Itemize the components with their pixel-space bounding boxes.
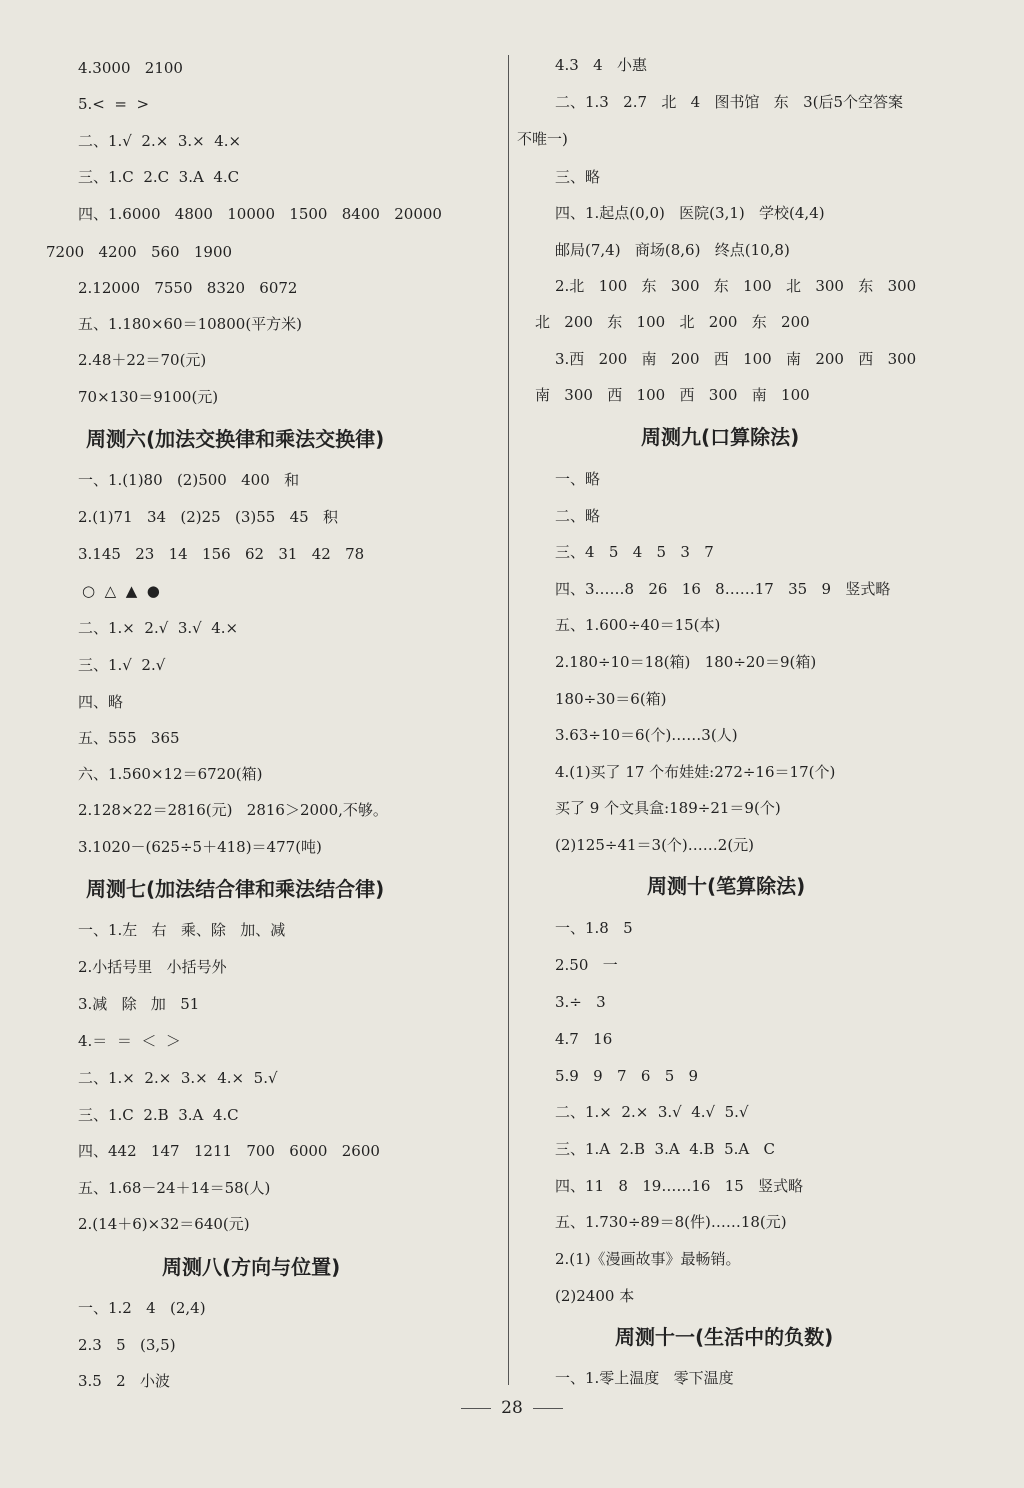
answer-line: 2.(1)71 34 (2)25 (3)55 45 积 [78, 508, 339, 526]
answer-line: 4.3 4 小惠 [555, 56, 648, 74]
answer-line: 买了 9 个文具盒:189÷21＝9(个) [555, 799, 781, 817]
answer-line: 五、555 365 [78, 729, 180, 747]
answer-line: 4.3000 2100 [78, 59, 183, 77]
answer-line: 四、略 [78, 693, 124, 711]
answer-line: 4.＝ ＝ ＜ ＞ [78, 1032, 181, 1050]
answer-line: 一、略 [555, 470, 601, 488]
answer-line: 2.12000 7550 8320 6072 [78, 279, 298, 297]
answer-line: 三、1.A 2.B 3.A 4.B 5.A C [555, 1140, 776, 1158]
answer-line: 2.3 5 (3,5) [78, 1336, 176, 1354]
answer-line: 三、1.√ 2.√ [78, 656, 166, 674]
answer-line: 3.63÷10＝6(个)……3(人) [555, 726, 738, 744]
section-heading: 周测七(加法结合律和乘法结合律) [86, 877, 385, 901]
column-divider [508, 55, 509, 1385]
answer-line: 3.÷ 3 [555, 993, 606, 1011]
answer-line: 2.北 100 东 300 东 100 北 300 东 300 [555, 277, 917, 295]
answer-line: 五、1.600÷40＝15(本) [555, 616, 721, 634]
section-heading: 周测八(方向与位置) [162, 1255, 341, 1279]
answer-line: 2.(1)《漫画故事》最畅销。 [555, 1250, 741, 1268]
answer-line: 2.50 一 [555, 956, 618, 974]
answer-line: 一、1.零上温度 零下温度 [555, 1369, 734, 1387]
answer-line: 四、1.6000 4800 10000 1500 8400 20000 [78, 205, 442, 223]
page-number-footer [0, 1396, 1024, 1420]
page-number: 28 [501, 1398, 523, 1418]
section-heading: 周测十(笔算除法) [647, 874, 806, 898]
answer-line: (2)2400 本 [555, 1287, 635, 1305]
answer-line: 4.7 16 [555, 1030, 613, 1048]
answer-line: 四、1.起点(0,0) 医院(3,1) 学校(4,4) [555, 204, 825, 222]
answer-line: 五、1.180×60＝10800(平方米) [78, 315, 303, 333]
section-heading: 周测九(口算除法) [641, 425, 800, 449]
answer-line: 3.西 200 南 200 西 100 南 200 西 300 [555, 350, 917, 368]
answer-line: 180÷30＝6(箱) [555, 690, 667, 708]
answer-line: 一、1.8 5 [555, 919, 633, 937]
section-heading: 周测十一(生活中的负数) [615, 1325, 834, 1349]
answer-line: 四、11 8 19……16 15 竖式略 [555, 1177, 804, 1195]
answer-line: 六、1.560×12＝6720(箱) [78, 765, 263, 783]
answer-line: 2.180÷10＝18(箱) 180÷20＝9(箱) [555, 653, 817, 671]
answer-line: 3.减 除 加 51 [78, 995, 200, 1013]
answer-line: 70×130＝9100(元) [78, 388, 219, 406]
answer-line: 二、1.3 2.7 北 4 图书馆 东 3(后5个空答案 [555, 93, 904, 111]
section-heading: 周测六(加法交换律和乘法交换律) [86, 427, 385, 451]
answer-line: 不唯一) [517, 130, 568, 148]
answer-line: (2)125÷41＝3(个)……2(元) [555, 836, 755, 854]
answer-line: 四、442 147 1211 700 6000 2600 [78, 1142, 380, 1160]
answer-line: 三、1.C 2.C 3.A 4.C [78, 168, 240, 186]
answer-line: 邮局(7,4) 商场(8,6) 终点(10,8) [555, 241, 790, 259]
answer-line: 2.小括号里 小括号外 [78, 958, 227, 976]
answer-line: 3.145 23 14 156 62 31 42 78 [78, 545, 365, 563]
answer-line: 二、1.√ 2.× 3.× 4.× [78, 132, 242, 150]
footer-dash-right [533, 1408, 563, 1409]
answer-line: 3.1020－(625÷5＋418)＝477(吨) [78, 838, 322, 856]
answer-line: 一、1.左 右 乘、除 加、减 [78, 921, 286, 939]
answer-line: 五、1.68－24＋14＝58(人) [78, 1179, 271, 1197]
answer-line: 4.(1)买了 17 个布娃娃:272÷16＝17(个) [555, 763, 836, 781]
answer-line: 南 300 西 100 西 300 南 100 [535, 386, 810, 404]
answer-line: 2.48＋22＝70(元) [78, 351, 207, 369]
answer-line: 北 200 东 100 北 200 东 200 [535, 313, 810, 331]
answer-line: 二、1.× 2.× 3.× 4.× 5.√ [78, 1069, 278, 1087]
answer-line: 三、1.C 2.B 3.A 4.C [78, 1106, 239, 1124]
answer-line: 二、1.× 2.√ 3.√ 4.× [78, 619, 239, 637]
answer-line: 2.(14＋6)×32＝640(元) [78, 1215, 250, 1233]
answer-line: 四、3……8 26 16 8……17 35 9 竖式略 [555, 580, 891, 598]
answer-line: 二、1.× 2.× 3.√ 4.√ 5.√ [555, 1103, 749, 1121]
answer-line: 5.< = > [78, 95, 150, 113]
answer-line: 一、1.(1)80 (2)500 400 和 [78, 471, 300, 489]
answer-line: 5.9 9 7 6 5 9 [555, 1067, 699, 1085]
answer-line: 3.5 2 小波 [78, 1372, 171, 1390]
footer-dash-left [461, 1408, 491, 1409]
answer-line: 二、略 [555, 507, 601, 525]
answer-line: 五、1.730÷89＝8(件)……18(元) [555, 1213, 787, 1231]
answer-line: 三、4 5 4 5 3 7 [555, 543, 714, 561]
answer-line: 7200 4200 560 1900 [46, 243, 233, 261]
answer-line: 2.128×22＝2816(元) 2816＞2000,不够。 [78, 801, 388, 819]
answer-line: 一、1.2 4 (2,4) [78, 1299, 206, 1317]
answer-line: 三、略 [555, 168, 601, 186]
answer-line: ○ △ ▲ ● [82, 582, 160, 600]
